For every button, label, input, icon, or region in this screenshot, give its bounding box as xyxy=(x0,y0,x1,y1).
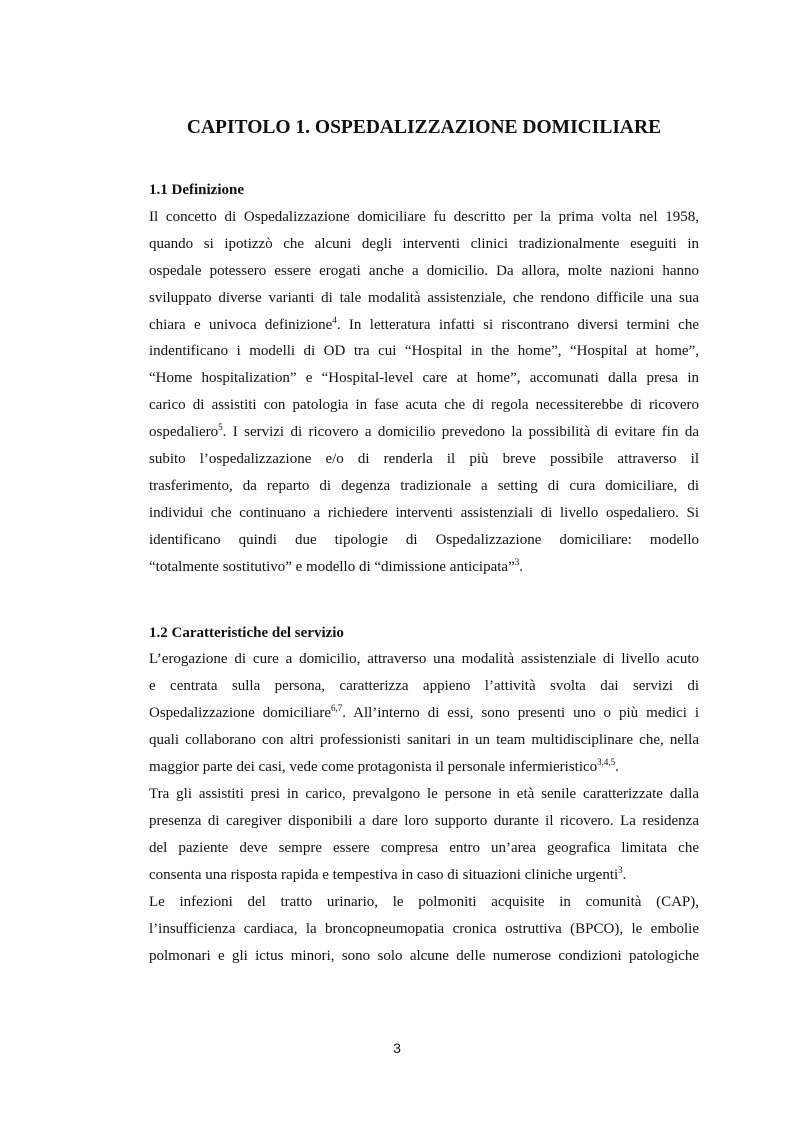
paragraph-caratteristiche-2 xyxy=(149,781,699,889)
section-heading-definizione: 1.1 Definizione xyxy=(149,182,244,198)
text-line: chiara e univoca definizione$^4$. In letteratura infatti si riscontrano diversi termini che xyxy=(149,314,699,333)
chapter-title: CAPITOLO 1. OSPEDALIZZAZIONE DOMICILIARE xyxy=(186,117,662,138)
text-line: “Home hospitalization” e “Hospital-level care at home”, accomunati dalla presa in xyxy=(149,370,699,387)
text-line: e centrata sulla persona, caratterizza appieno l’attività svolta dai servizi di xyxy=(149,677,699,694)
text-line: “totalmente sostitutivo” e modello di “dimissione anticipata”$^3$. xyxy=(149,556,523,575)
paragraph-caratteristiche-3 xyxy=(149,889,699,970)
text-line: trasferimento, da reparto di degenza tradizionale a setting di cura domiciliare, di xyxy=(149,477,699,494)
text-line: sviluppato diverse varianti di tale modalità assistenziale, che rendono difficile una sua xyxy=(149,289,699,306)
text-line: L’erogazione di cure a domicilio, attraverso una modalità assistenziale di livello acuto xyxy=(149,651,699,667)
paragraph-definizione xyxy=(149,204,699,580)
citation-marker: 6,7 xyxy=(331,702,343,713)
text-line: polmonari e gli ictus minori, sono solo alcune delle numerose condizioni patologiche xyxy=(149,947,699,964)
citation-marker: 3 xyxy=(618,864,623,875)
text-line: indentificano i modelli di OD tra cui “Hospital in the home”, “Hospital at home”, xyxy=(149,343,699,360)
text-line: quali collaborano con altri professionisti sanitari in un team multidisciplinare che, nella xyxy=(149,731,699,748)
section-heading-caratteristiche: 1.2 Caratteristiche del servizio xyxy=(149,625,344,641)
text-line: maggior parte dei casi, vede come protagonista il personale infermieristico$^{3,4,5}$. xyxy=(149,756,619,775)
text-line: subito l’ospedalizzazione e/o di renderla il più breve possibile attraverso il xyxy=(149,451,699,468)
text-line: l’insufficienza cardiaca, la broncopneumopatia cronica ostruttiva (BPCO), le embolie xyxy=(149,920,699,937)
page-number: 3 xyxy=(393,1040,401,1056)
text-line: del paziente deve sempre essere compresa entro un’area geografica limitata che xyxy=(149,839,699,856)
text-line: Le infezioni del tratto urinario, le polmoniti acquisite in comunità (CAP), xyxy=(149,894,699,910)
citation-marker: 3,4,5 xyxy=(597,756,616,767)
text-line: ospedaliero$^5$. I servizi di ricovero a domicilio prevedono la possibilità di evitare fin da xyxy=(149,422,699,441)
citation-marker: 3 xyxy=(514,556,520,567)
text-line: Ospedalizzazione domiciliare$^{6,7}$. All’interno di essi, sono presenti uno o più medici i xyxy=(149,702,699,721)
text-line: Tra gli assistiti presi in carico, prevalgono le persone in età senile caratterizzate dalla xyxy=(149,786,699,802)
text-line: presenza di caregiver disponibili a dare loro supporto durante il ricovero. La residenza xyxy=(149,812,699,829)
text-line: identificano quindi due tipologie di Ospedalizzazione domiciliare: modello xyxy=(149,531,699,548)
text-line: individui che continuano a richiedere interventi assistenziali di livello ospedaliero. Si xyxy=(149,504,699,521)
text-line: Il concetto di Ospedalizzazione domiciliare fu descritto per la prima volta nel 1958, xyxy=(149,209,699,225)
text-line: quando si ipotizzò che alcuni degli interventi clinici tradizionalmente eseguiti in xyxy=(149,235,699,252)
paragraph-caratteristiche-1 xyxy=(149,646,699,780)
text-line: consenta una risposta rapida e tempestiva in caso di situazioni cliniche urgenti$^3$. xyxy=(149,864,627,883)
citation-marker: 5 xyxy=(218,422,223,433)
text-line: ospedale potessero essere erogati anche a domicilio. Da allora, molte nazioni hanno xyxy=(149,262,699,279)
text-line: carico di assistiti con patologia in fase acuta che di regola necessiterebbe di ricovero xyxy=(149,397,699,414)
citation-marker: 4 xyxy=(332,314,337,325)
